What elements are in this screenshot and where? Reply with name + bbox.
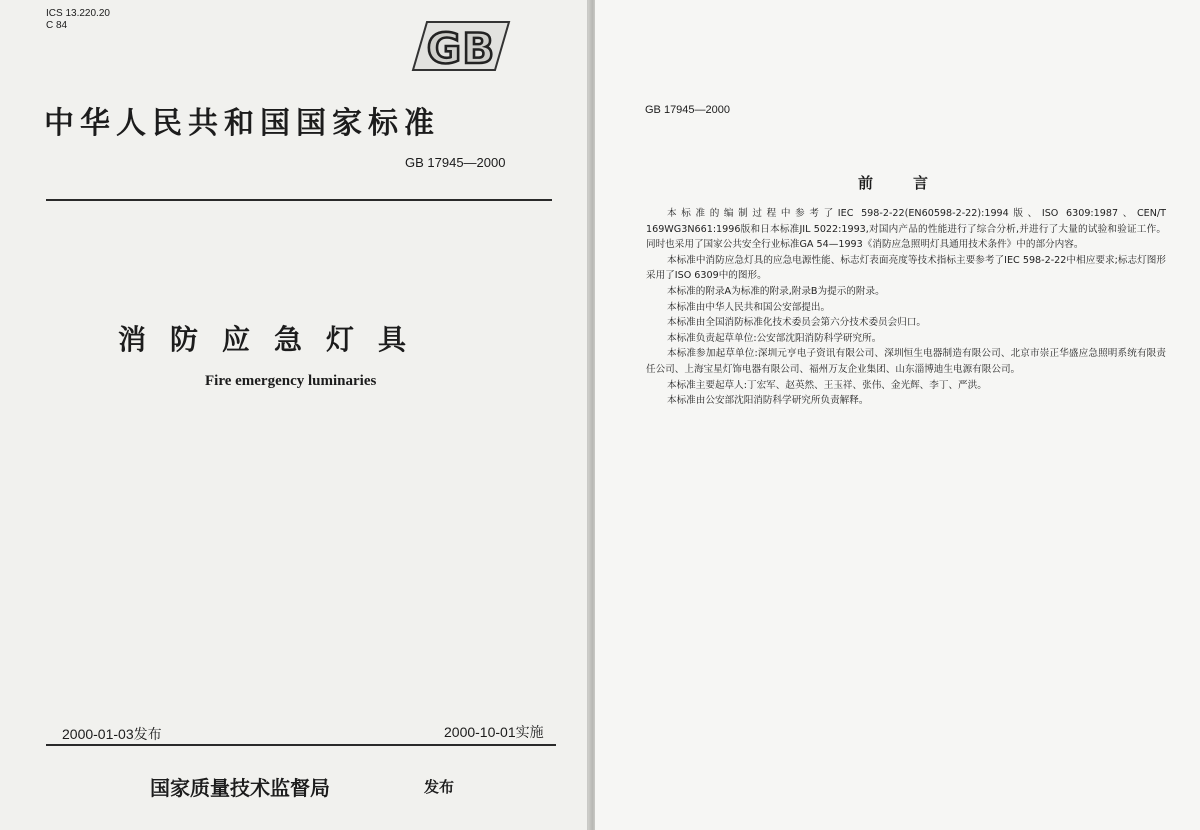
classification-codes <box>46 8 110 32</box>
preface-body <box>646 206 1166 409</box>
gb-logo-text: GB <box>426 24 496 73</box>
effective-date: 2000-10-01实施 <box>444 724 544 740</box>
top-divider <box>46 199 552 201</box>
issuing-authority: 国家质量技术监督局 <box>150 776 330 800</box>
title-english: Fire emergency luminaries <box>205 373 377 389</box>
title-chinese: 消防应急灯具 <box>118 323 431 356</box>
gb-logo <box>405 16 517 76</box>
preface-paragraph: 本标准主要起草人:丁宏军、赵英然、王玉祥、张伟、金光辉、李丁、严洪。 <box>667 379 987 391</box>
ics-code: ICS 13.220.20 <box>46 8 110 19</box>
issuing-action: 发布 <box>424 778 455 796</box>
running-header-code: GB 17945—2000 <box>645 104 731 116</box>
preface-title: 前言 <box>858 174 969 192</box>
release-date: 2000-01-03发布 <box>62 726 162 742</box>
standard-type: 中华人民共和国国家标准 <box>44 106 440 141</box>
preface-paragraph: 本标准负责起草单位:公安部沈阳消防科学研究所。 <box>667 332 882 344</box>
preface-paragraph: 本标准由中华人民共和国公安部提出。 <box>667 301 831 313</box>
bottom-divider <box>46 744 556 746</box>
preface-paragraph: 本标准由公安部沈阳消防科学研究所负责解释。 <box>667 395 869 407</box>
preface-paragraph: 本标准中消防应急灯具的应急电源性能、标志灯表面亮度等技术指标主要参考了IEC 598-2-22中相应要求;标志灯图形采用了ISO 6309中的图形。 <box>646 254 1166 282</box>
preface-paragraph: 本标准参加起草单位:深圳元亨电子资讯有限公司、深圳恒生电器制造有限公司、北京市崇正华盛应急照明系统有限责任公司、上海宝星灯饰电器有限公司、福州万友企业集团、山东淄博迪生电源有限公司。 <box>646 348 1166 375</box>
cover-page <box>0 0 590 830</box>
preface-paragraph: 本标准的编制过程中参考了IEC 598-2-22(EN60598-2-22):1994版、ISO 6309:1987、CEN/T 169WG3N661:1996版和日本标准JIL 5022:1993,对国内产品的性能进行了综合分析,并进行了大量的试验和验证工作。同时也采用了国家公共安全行业标准GA 54—1993《消防应急照明灯具通用技术条件》中的部分内容。 <box>646 208 1166 251</box>
ccs-code: C 84 <box>46 20 68 31</box>
preface-paragraph: 本标准由全国消防标准化技术委员会第六分技术委员会归口。 <box>667 317 927 329</box>
standard-code: GB 17945—2000 <box>405 155 506 170</box>
preface-paragraph: 本标准的附录A为标准的附录,附录B为提示的附录。 <box>667 285 885 297</box>
preface-page <box>595 0 1200 830</box>
